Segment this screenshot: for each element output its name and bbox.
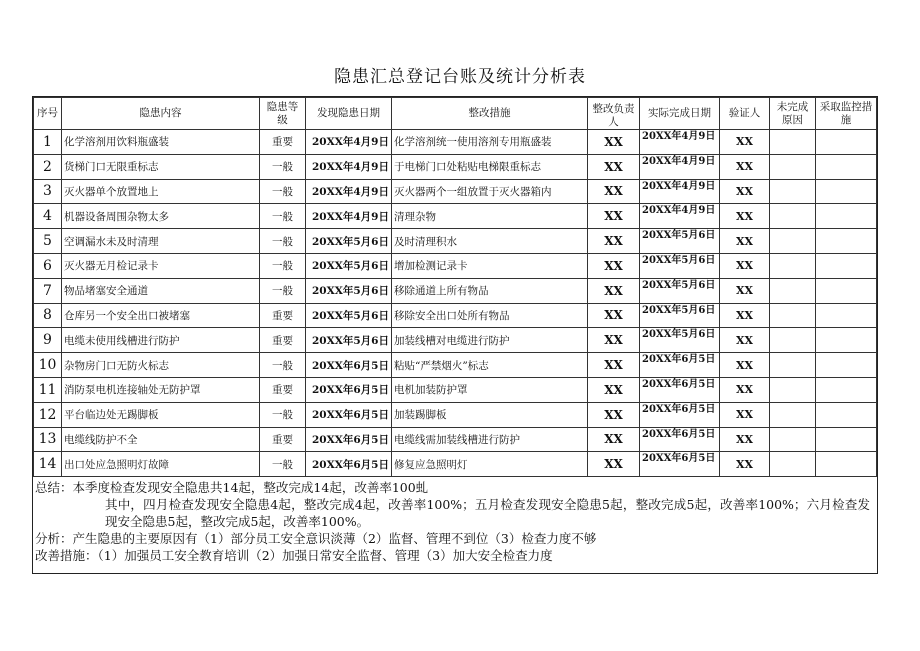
hazard-level: 重要 (260, 303, 306, 328)
hazard-content: 机器设备周围杂物太多 (62, 204, 260, 229)
table-row (34, 179, 877, 204)
analysis-line: 分析：产生隐患的主要原因有（1）部分员工安全意识淡薄（2）监督、管理不到位（3）检查力度不够 (35, 531, 597, 546)
control-measure (816, 278, 877, 303)
hazard-content: 电缆线防护不全 (62, 427, 260, 452)
header-content: 隐患内容 (62, 98, 260, 130)
control-measure (816, 427, 877, 452)
responsible-person: XX (588, 154, 640, 179)
control-measure (816, 452, 877, 477)
hazard-level: 一般 (260, 179, 306, 204)
row-number: 12 (34, 402, 62, 427)
rectification-measure: 灭火器两个一组放置于灭火器箱内 (392, 179, 588, 204)
responsible-person: XX (588, 130, 640, 155)
hazard-level: 重要 (260, 130, 306, 155)
found-date: 20XX年4月9日 (306, 204, 392, 229)
row-number: 9 (34, 328, 62, 353)
row-number: 2 (34, 154, 62, 179)
verifier: XX (720, 130, 770, 155)
hazard-content: 杂物房门口无防火标志 (62, 353, 260, 378)
table-row (34, 229, 877, 254)
responsible-person: XX (588, 353, 640, 378)
header-control: 采取监控措施 (816, 98, 877, 130)
rectification-measure: 电机加装防护罩 (392, 377, 588, 402)
table-row (34, 427, 877, 452)
found-date: 20XX年6月5日 (306, 427, 392, 452)
rectification-measure: 化学溶剂统一使用溶剂专用瓶盛装 (392, 130, 588, 155)
hazard-level: 重要 (260, 427, 306, 452)
responsible-person: XX (588, 179, 640, 204)
row-number: 13 (34, 427, 62, 452)
hazard-content: 物品堵塞安全通道 (62, 278, 260, 303)
summary-section (33, 479, 876, 564)
found-date: 20XX年5月6日 (306, 253, 392, 278)
responsible-person: XX (588, 427, 640, 452)
completion-date: 20XX年5月6日 (640, 278, 720, 303)
row-number: 3 (34, 179, 62, 204)
found-date: 20XX年6月5日 (306, 353, 392, 378)
table-row (34, 377, 877, 402)
hazard-table (33, 97, 877, 477)
completion-date: 20XX年6月5日 (640, 402, 720, 427)
responsible-person: XX (588, 452, 640, 477)
control-measure (816, 154, 877, 179)
header-date: 发现隐患日期 (306, 98, 392, 130)
table-row (34, 353, 877, 378)
completion-date: 20XX年6月5日 (640, 427, 720, 452)
incomplete-reason (770, 353, 816, 378)
found-date: 20XX年5月6日 (306, 229, 392, 254)
rectification-measure: 移除通道上所有物品 (392, 278, 588, 303)
row-number: 14 (34, 452, 62, 477)
incomplete-reason (770, 204, 816, 229)
header-verifier: 验证人 (720, 98, 770, 130)
completion-date: 20XX年4月9日 (640, 130, 720, 155)
incomplete-reason (770, 229, 816, 254)
responsible-person: XX (588, 303, 640, 328)
row-number: 1 (34, 130, 62, 155)
page-title: 隐患汇总登记台账及统计分析表 (334, 67, 586, 87)
header-no: 序号 (34, 98, 62, 130)
rectification-measure: 加装踢脚板 (392, 402, 588, 427)
control-measure (816, 229, 877, 254)
rectification-measure: 清理杂物 (392, 204, 588, 229)
completion-date: 20XX年6月5日 (640, 377, 720, 402)
rectification-measure: 及时清理积水 (392, 229, 588, 254)
table-header-row (34, 98, 877, 130)
hazard-content: 消防泵电机连接轴处无防护罩 (62, 377, 260, 402)
table-row (34, 328, 877, 353)
row-number: 4 (34, 204, 62, 229)
hazard-content: 仓库另一个安全出口被堵塞 (62, 303, 260, 328)
row-number: 5 (34, 229, 62, 254)
hazard-content: 平台临边处无踢脚板 (62, 402, 260, 427)
table-row (34, 204, 877, 229)
verifier: XX (720, 278, 770, 303)
row-number: 8 (34, 303, 62, 328)
hazard-level: 重要 (260, 328, 306, 353)
incomplete-reason (770, 278, 816, 303)
hazard-content: 出口处应急照明灯故障 (62, 452, 260, 477)
rectification-measure: 加装线槽对电缆进行防护 (392, 328, 588, 353)
verifier: XX (720, 154, 770, 179)
measures-line: 改善措施：（1）加强员工安全教育培训（2）加强日常安全监督、管理（3）加大安全检查力度 (35, 548, 553, 563)
incomplete-reason (770, 452, 816, 477)
responsible-person: XX (588, 229, 640, 254)
hazard-level: 一般 (260, 278, 306, 303)
incomplete-reason (770, 402, 816, 427)
incomplete-reason (770, 179, 816, 204)
header-reason: 未完成原因 (770, 98, 816, 130)
control-measure (816, 253, 877, 278)
responsible-person: XX (588, 402, 640, 427)
control-measure (816, 179, 877, 204)
completion-date: 20XX年4月9日 (640, 204, 720, 229)
verifier: XX (720, 353, 770, 378)
rectification-measure: 增加检测记录卡 (392, 253, 588, 278)
header-measure: 整改措施 (392, 98, 588, 130)
incomplete-reason (770, 130, 816, 155)
control-measure (816, 303, 877, 328)
verifier: XX (720, 427, 770, 452)
header-person: 整改负责人 (588, 98, 640, 130)
hazard-content: 电缆未使用线槽进行防护 (62, 328, 260, 353)
row-number: 11 (34, 377, 62, 402)
found-date: 20XX年5月6日 (306, 328, 392, 353)
completion-date: 20XX年4月9日 (640, 154, 720, 179)
control-measure (816, 130, 877, 155)
hazard-content: 化学溶剂用饮料瓶盛装 (62, 130, 260, 155)
completion-date: 20XX年5月6日 (640, 253, 720, 278)
row-number: 6 (34, 253, 62, 278)
table-row (34, 278, 877, 303)
verifier: XX (720, 204, 770, 229)
verifier: XX (720, 229, 770, 254)
hazard-level: 一般 (260, 402, 306, 427)
hazard-content: 货梯门口无限重标志 (62, 154, 260, 179)
control-measure (816, 353, 877, 378)
table-row (34, 452, 877, 477)
hazard-level: 一般 (260, 229, 306, 254)
rectification-measure: 于电梯门口处粘贴电梯限重标志 (392, 154, 588, 179)
completion-date: 20XX年5月6日 (640, 229, 720, 254)
verifier: XX (720, 402, 770, 427)
completion-date: 20XX年5月6日 (640, 303, 720, 328)
hazard-level: 一般 (260, 253, 306, 278)
found-date: 20XX年6月5日 (306, 452, 392, 477)
found-date: 20XX年6月5日 (306, 377, 392, 402)
found-date: 20XX年5月6日 (306, 303, 392, 328)
found-date: 20XX年5月6日 (306, 278, 392, 303)
hazard-level: 一般 (260, 154, 306, 179)
control-measure (816, 328, 877, 353)
table-row (34, 130, 877, 155)
completion-date: 20XX年6月5日 (640, 452, 720, 477)
hazard-content: 空调漏水未及时清理 (62, 229, 260, 254)
hazard-level: 重要 (260, 377, 306, 402)
table-row (34, 154, 877, 179)
completion-date: 20XX年5月6日 (640, 328, 720, 353)
table-row (34, 303, 877, 328)
table-row (34, 253, 877, 278)
header-done: 实际完成日期 (640, 98, 720, 130)
incomplete-reason (770, 328, 816, 353)
found-date: 20XX年4月9日 (306, 154, 392, 179)
summary-detail: 其中，四月检查发现安全隐患4起，整改完成4起，改善率100%；五月检查发现安全隐患5起，整改完成5起，改善率100%；六月检查发现安全隐患5起，整改完成5起，改善率100%。 (105, 497, 870, 529)
rectification-measure: 移除安全出口处所有物品 (392, 303, 588, 328)
responsible-person: XX (588, 377, 640, 402)
ledger-sheet (32, 96, 878, 574)
incomplete-reason (770, 154, 816, 179)
row-number: 7 (34, 278, 62, 303)
found-date: 20XX年6月5日 (306, 402, 392, 427)
found-date: 20XX年4月9日 (306, 179, 392, 204)
control-measure (816, 204, 877, 229)
hazard-content: 灭火器无月检记录卡 (62, 253, 260, 278)
verifier: XX (720, 452, 770, 477)
completion-date: 20XX年4月9日 (640, 179, 720, 204)
incomplete-reason (770, 303, 816, 328)
verifier: XX (720, 328, 770, 353)
hazard-level: 一般 (260, 452, 306, 477)
control-measure (816, 402, 877, 427)
rectification-measure: 修复应急照明灯 (392, 452, 588, 477)
rectification-measure: 电缆线需加装线槽进行防护 (392, 427, 588, 452)
control-measure (816, 377, 877, 402)
completion-date: 20XX年6月5日 (640, 353, 720, 378)
verifier: XX (720, 253, 770, 278)
hazard-content: 灭火器单个放置地上 (62, 179, 260, 204)
rectification-measure: 粘贴“严禁烟火”标志 (392, 353, 588, 378)
verifier: XX (720, 377, 770, 402)
header-level: 隐患等级 (260, 98, 306, 130)
hazard-level: 一般 (260, 204, 306, 229)
responsible-person: XX (588, 328, 640, 353)
found-date: 20XX年4月9日 (306, 130, 392, 155)
verifier: XX (720, 179, 770, 204)
table-row (34, 402, 877, 427)
hazard-level: 一般 (260, 353, 306, 378)
verifier: XX (720, 303, 770, 328)
responsible-person: XX (588, 204, 640, 229)
incomplete-reason (770, 427, 816, 452)
row-number: 10 (34, 353, 62, 378)
incomplete-reason (770, 253, 816, 278)
summary-line: 总结：本季度检查发现安全隐患共14起，整改完成14起，改善率100虬 (35, 480, 429, 495)
responsible-person: XX (588, 253, 640, 278)
responsible-person: XX (588, 278, 640, 303)
incomplete-reason (770, 377, 816, 402)
